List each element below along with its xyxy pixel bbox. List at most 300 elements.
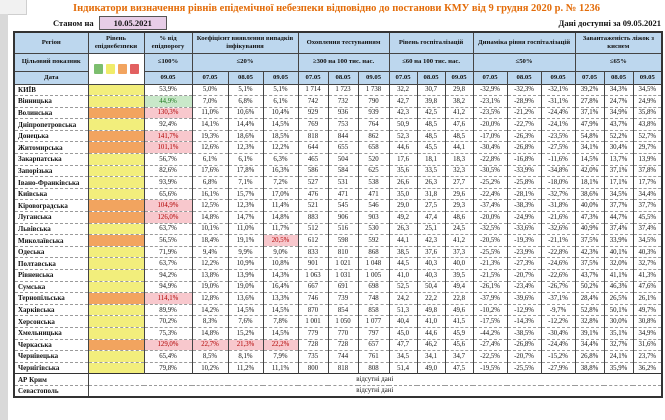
value-cell: 728 [328, 339, 358, 351]
header-date-cell: 08.05 [228, 71, 263, 84]
value-cell: 667 [298, 281, 328, 293]
value-cell: -23,5% [541, 130, 575, 142]
value-cell: -22,8% [541, 246, 575, 258]
value-cell: 1 031 [328, 270, 358, 282]
value-cell: 45,0 [389, 327, 417, 339]
epidemic-level-cell [88, 362, 144, 374]
header-date-cell: 07.05 [192, 71, 228, 84]
value-cell: 44,5 [389, 258, 417, 270]
value-cell: 45,5 [417, 142, 445, 154]
value-cell: 34,1 [417, 351, 445, 363]
value-cell: 41,2 [445, 235, 473, 247]
value-cell: 527 [298, 177, 328, 189]
table-row [14, 107, 662, 119]
epid-threshold-pct-cell: 75,3% [144, 327, 192, 339]
value-cell: 15,2% [228, 327, 263, 339]
value-cell: 10,1% [192, 223, 228, 235]
value-cell: 10,8% [263, 258, 298, 270]
header-region: Регіон [14, 32, 88, 53]
value-cell: 42,3% [575, 246, 604, 258]
threshold-testing: ≥300 на 100 тис. нас. [298, 53, 389, 71]
region-name: Харківська [14, 304, 88, 316]
value-cell: 42,7 [389, 96, 417, 108]
value-cell: 17,0% [263, 188, 298, 200]
value-cell: -37,9% [473, 293, 507, 305]
header-group-testing-coverage: Охоплення тестуванням [298, 32, 389, 53]
value-cell: 24,5 [445, 223, 473, 235]
value-cell: -20,7% [507, 270, 541, 282]
value-cell: 18,3 [445, 154, 473, 166]
value-cell: 29,0 [389, 200, 417, 212]
value-cell: 6,1% [263, 96, 298, 108]
value-cell: 42,3 [417, 235, 445, 247]
epidemic-level-cell [88, 188, 144, 200]
value-cell: 10,9% [228, 258, 263, 270]
value-cell: -26,7% [541, 281, 575, 293]
value-cell: -33,6% [507, 223, 541, 235]
value-cell: 868 [358, 246, 389, 258]
value-cell: 1 738 [358, 84, 389, 96]
value-cell: 47,6 [445, 119, 473, 131]
table-row [14, 130, 662, 142]
region-name: Одеська [14, 246, 88, 258]
header-date-cell: 07.05 [473, 71, 507, 84]
value-cell: 12,6% [192, 142, 228, 154]
region-name: Кіровоградська [14, 200, 88, 212]
epidemic-level-cell [88, 119, 144, 131]
region-name: Сумська [14, 281, 88, 293]
epidemic-level-cell [88, 212, 144, 224]
as-of-date-box: 10.05.2021 [99, 16, 167, 30]
value-cell: 44,6 [389, 142, 417, 154]
value-cell: 40,1% [604, 246, 633, 258]
value-cell: 18,5% [263, 130, 298, 142]
value-cell: 657 [358, 339, 389, 351]
value-cell: -27,5% [541, 142, 575, 154]
region-name: АР Крим [14, 374, 88, 386]
value-cell: -19,3% [507, 235, 541, 247]
value-cell: 7,1% [228, 177, 263, 189]
epid-threshold-pct-cell: 93,9% [144, 177, 192, 189]
value-cell: -15,2% [541, 351, 575, 363]
value-cell: 883 [298, 212, 328, 224]
value-cell: 50,2% [575, 281, 604, 293]
value-cell: 21,3% [228, 339, 263, 351]
value-cell: 24,2 [389, 293, 417, 305]
value-cell: -22,7% [507, 119, 541, 131]
value-cell: 10,2% [192, 362, 228, 374]
table-row [14, 177, 662, 189]
value-cell: 739 [328, 293, 358, 305]
value-cell: -20,0% [473, 119, 507, 131]
threshold-epid-pct: ≤100% [144, 53, 192, 71]
value-cell: 11,2% [228, 362, 263, 374]
value-cell: 1 021 [328, 258, 358, 270]
epidemic-level-cell [88, 351, 144, 363]
value-cell: 24,7% [604, 96, 633, 108]
value-cell: 16,1% [192, 188, 228, 200]
epidemic-level-cell [88, 154, 144, 166]
value-cell: 531 [328, 177, 358, 189]
value-cell: 14,5% [228, 304, 263, 316]
value-cell: -39,6% [507, 293, 541, 305]
header-date-cell: 08.05 [417, 71, 445, 84]
value-cell: 30,8% [633, 316, 662, 328]
value-cell: 49,2 [389, 212, 417, 224]
value-cell: 39,2% [575, 84, 604, 96]
value-cell: -25,5% [507, 362, 541, 374]
value-cell: 1 050 [328, 316, 358, 328]
value-cell: 41,0 [417, 316, 445, 328]
value-cell: 728 [298, 339, 328, 351]
value-cell: 42,0% [575, 165, 604, 177]
value-cell: 746 [298, 293, 328, 305]
value-cell: 858 [358, 304, 389, 316]
value-cell: 7,9% [263, 351, 298, 363]
value-cell: 32,0% [604, 258, 633, 270]
value-cell: 44,6 [417, 327, 445, 339]
value-cell: 46,3% [604, 281, 633, 293]
value-cell: 17,8% [228, 165, 263, 177]
value-cell: -44,2% [473, 327, 507, 339]
value-cell: 36,2% [633, 362, 662, 374]
value-cell: 854 [328, 304, 358, 316]
table-row [14, 96, 662, 108]
value-cell: 504 [328, 154, 358, 166]
header-date-cell: 08.05 [328, 71, 358, 84]
value-cell: 13,9% [633, 154, 662, 166]
value-cell: 15,7% [228, 188, 263, 200]
value-cell: -33,9% [507, 165, 541, 177]
value-cell: 14,4% [228, 119, 263, 131]
value-cell: 13,6% [228, 293, 263, 305]
table-row [14, 362, 662, 374]
value-cell: 11,4% [263, 200, 298, 212]
value-cell: 29,8 [445, 84, 473, 96]
value-cell: 49,7% [633, 304, 662, 316]
value-cell: 50,9 [389, 119, 417, 131]
value-cell: 19,1% [228, 235, 263, 247]
value-cell: -22,5% [473, 351, 507, 363]
value-cell: 13,7% [604, 154, 633, 166]
value-cell: 12,3% [228, 142, 263, 154]
epid-threshold-pct-cell: 65,6% [144, 188, 192, 200]
epidemic-level-cell [88, 177, 144, 189]
value-cell: 16,3% [263, 165, 298, 177]
value-cell: 27,7 [445, 177, 473, 189]
header-group-detection-coefficient: Коефіцієнт виявлення випадків інфікування [192, 32, 298, 53]
epidemic-level-cell [88, 304, 144, 316]
region-name: Полтавська [14, 258, 88, 270]
value-cell: 26,5% [604, 293, 633, 305]
epidemic-level-cell [88, 281, 144, 293]
value-cell: -30,4% [541, 327, 575, 339]
table-row [14, 293, 662, 305]
value-cell: 12,5% [192, 200, 228, 212]
value-cell: 47,9% [575, 119, 604, 131]
report-content [8, 0, 665, 398]
epid-threshold-pct-cell: 89,9% [144, 304, 192, 316]
epid-threshold-pct-cell: 92,4% [144, 119, 192, 131]
value-cell: -25,5% [473, 246, 507, 258]
header-date-cell: 09.05 [633, 71, 662, 84]
viewer-edge-strip [0, 14, 8, 420]
value-cell: 14,5% [575, 154, 604, 166]
value-cell: 1 001 [298, 316, 328, 328]
value-cell: 35,0 [389, 188, 417, 200]
value-cell: 844 [328, 130, 358, 142]
region-name: Хмельницька [14, 327, 88, 339]
value-cell: 37,1% [604, 165, 633, 177]
threshold-hospitalization: ≤60 на 100 тис. нас. [389, 53, 473, 71]
epid-threshold-pct-cell: 104,9% [144, 200, 192, 212]
value-cell: 51,3 [389, 304, 417, 316]
value-cell: 7,0% [192, 96, 228, 108]
header-date-cell: 09.05 [144, 71, 192, 84]
value-cell: -24,6% [541, 258, 575, 270]
epidemic-level-cell [88, 84, 144, 96]
value-cell: 44,1 [445, 142, 473, 154]
value-cell: 655 [328, 142, 358, 154]
region-name: Миколаївська [14, 235, 88, 247]
value-cell: 1 714 [298, 84, 328, 96]
value-cell: 10,6% [228, 107, 263, 119]
value-cell: -30,5% [473, 165, 507, 177]
value-cell: 18,1% [575, 177, 604, 189]
header-date-cell: 09.05 [445, 71, 473, 84]
region-name: Волинська [14, 107, 88, 119]
value-cell: 43,8% [633, 119, 662, 131]
epid-threshold-pct-cell: 70,2% [144, 316, 192, 328]
value-cell: 7,8% [263, 316, 298, 328]
value-cell: 521 [298, 200, 328, 212]
epidemic-level-cell [88, 258, 144, 270]
header-group-oxygen-beds-occupancy: Завантаженість ліжок з киснем [575, 32, 662, 53]
value-cell: 1 048 [358, 258, 389, 270]
value-cell: -22,6% [541, 270, 575, 282]
value-cell: 11,0% [228, 223, 263, 235]
region-name: Херсонська [14, 316, 88, 328]
value-cell: 13,3% [263, 293, 298, 305]
value-cell: 6,8% [192, 177, 228, 189]
epid-threshold-pct-cell: 63,7% [144, 223, 192, 235]
value-cell: -38,3% [507, 200, 541, 212]
value-cell: 936 [328, 107, 358, 119]
table-header [14, 32, 662, 84]
value-cell: 30,4% [604, 142, 633, 154]
value-cell: 32,7% [633, 258, 662, 270]
region-name: Чернігівська [14, 362, 88, 374]
value-cell: 19,0% [228, 281, 263, 293]
value-cell: 52,7% [633, 130, 662, 142]
value-cell: 14,1% [192, 119, 228, 131]
table-row [14, 200, 662, 212]
header-target-indicator: Цільовий показник [14, 53, 88, 71]
value-cell: -32,6% [541, 223, 575, 235]
as-of-block [53, 16, 167, 30]
value-cell: 6,1% [192, 154, 228, 166]
table-row [14, 142, 662, 154]
value-cell: 8,5% [192, 351, 228, 363]
value-cell: 12,2% [192, 258, 228, 270]
value-cell: 465 [298, 154, 328, 166]
value-cell: 1 005 [358, 270, 389, 282]
table-row [14, 212, 662, 224]
value-cell: 471 [358, 188, 389, 200]
value-cell: 14,8% [263, 212, 298, 224]
value-cell: 14,8% [192, 212, 228, 224]
value-cell: 54,8% [575, 130, 604, 142]
value-cell: 44,1 [389, 235, 417, 247]
value-cell: 476 [298, 188, 328, 200]
value-cell: 30,7 [417, 84, 445, 96]
value-cell: 790 [358, 96, 389, 108]
table-row [14, 385, 662, 397]
value-cell: 31,6% [633, 339, 662, 351]
value-cell: 39,8 [417, 96, 445, 108]
value-cell: 25,1 [417, 223, 445, 235]
header-date-cell: 07.05 [575, 71, 604, 84]
value-cell: -31,1% [541, 96, 575, 108]
epidemic-level-cell [88, 165, 144, 177]
epid-threshold-pct-cell: 94,2% [144, 270, 192, 282]
value-cell: -14,3% [507, 316, 541, 328]
legend-color-square [130, 64, 139, 74]
value-cell: 939 [358, 107, 389, 119]
value-cell: 9,9% [228, 246, 263, 258]
threshold-beds: ≤65% [575, 53, 662, 71]
value-cell: -28,9% [507, 96, 541, 108]
value-cell: 1 063 [298, 270, 328, 282]
value-cell: 47,4 [417, 212, 445, 224]
value-cell: 753 [328, 119, 358, 131]
value-cell: 7,6% [228, 316, 263, 328]
no-data-cell: відсутні дані [88, 374, 662, 386]
value-cell: 37,6 [417, 246, 445, 258]
value-cell: 48,5 [417, 119, 445, 131]
value-cell: -38,5% [507, 327, 541, 339]
value-cell: 51,4 [389, 362, 417, 374]
no-data-cell: відсутні дані [88, 385, 662, 397]
value-cell: 520 [358, 154, 389, 166]
value-cell: 46,2 [417, 339, 445, 351]
page-title: Індикатори визначення рівнів епідемічної небезпеки відповідно до постанови КМУ від 9 грудня 2020 р. № 1236 [73, 3, 600, 14]
value-cell: 901 [298, 258, 328, 270]
table-row [14, 281, 662, 293]
value-cell: 11,1% [263, 362, 298, 374]
value-cell: -21,6% [541, 212, 575, 224]
value-cell: -20,7% [507, 351, 541, 363]
value-cell: 37,7% [633, 200, 662, 212]
region-name: Черкаська [14, 339, 88, 351]
value-cell: -27,3% [507, 258, 541, 270]
value-cell: 779 [298, 327, 328, 339]
value-cell: 40,0 [445, 258, 473, 270]
table-row [14, 84, 662, 96]
value-cell: 7,2% [263, 177, 298, 189]
value-cell: -27,9% [541, 362, 575, 374]
value-cell: 698 [358, 281, 389, 293]
epidemic-level-cell [88, 107, 144, 119]
value-cell: -32,1% [541, 84, 575, 96]
region-name: Київська [14, 188, 88, 200]
epid-threshold-pct-cell: 44,9% [144, 96, 192, 108]
value-cell: 742 [298, 96, 328, 108]
value-cell: -32,7% [541, 188, 575, 200]
value-cell: 40,9% [575, 223, 604, 235]
value-cell: 33,5 [417, 165, 445, 177]
region-name: Луганська [14, 212, 88, 224]
value-cell: 37,8% [633, 165, 662, 177]
value-cell: -32,3% [507, 84, 541, 96]
region-name: Дніпропетровська [14, 119, 88, 131]
header-date-label: Дата [14, 71, 88, 84]
header-date-cell: 08.05 [604, 71, 633, 84]
epid-threshold-pct-cell: 65,4% [144, 351, 192, 363]
value-cell: 14,3% [263, 270, 298, 282]
value-cell: 26,8% [575, 351, 604, 363]
value-cell: 546 [358, 200, 389, 212]
value-cell: 545 [328, 200, 358, 212]
value-cell: 37,1% [575, 107, 604, 119]
epid-threshold-pct-cell: 126,0% [144, 212, 192, 224]
value-cell: 471 [328, 188, 358, 200]
table-row [14, 270, 662, 282]
header-group-epid-threshold-pct: % від епідпорогу [144, 32, 192, 53]
header-group-hospitalization-dynamics: Динаміка рівня госпіталізацій [473, 32, 575, 53]
value-cell: 34,4% [575, 339, 604, 351]
value-cell: -22,8% [473, 154, 507, 166]
value-cell: 18,1 [417, 154, 445, 166]
value-cell: 6,1% [228, 154, 263, 166]
subheader-bar [53, 16, 663, 30]
value-cell: 50,1% [604, 304, 633, 316]
value-cell: 691 [328, 281, 358, 293]
value-cell: -12,9% [507, 304, 541, 316]
value-cell: 9,4% [192, 246, 228, 258]
epid-threshold-pct-cell: 79,8% [144, 362, 192, 374]
value-cell: 14,2% [192, 304, 228, 316]
value-cell: -24,9% [507, 212, 541, 224]
epid-threshold-pct-cell: 141,7% [144, 130, 192, 142]
table-row [14, 327, 662, 339]
value-cell: 40,3 [417, 270, 445, 282]
value-cell: 49,6 [445, 304, 473, 316]
value-cell: 735 [298, 351, 328, 363]
value-cell: 47,7 [389, 339, 417, 351]
value-cell: 49,4 [445, 281, 473, 293]
value-cell: 17,1% [604, 177, 633, 189]
value-cell: 929 [298, 107, 328, 119]
value-cell: 32,3 [445, 165, 473, 177]
value-cell: 38,5 [389, 246, 417, 258]
value-cell: 26,1% [633, 293, 662, 305]
level-legend-squares [89, 64, 144, 74]
value-cell: 12,3% [228, 200, 263, 212]
table-row [14, 351, 662, 363]
epidemic-level-cell [88, 130, 144, 142]
value-cell: 761 [358, 351, 389, 363]
value-cell: 808 [358, 362, 389, 374]
value-cell: 19,0% [192, 281, 228, 293]
value-cell: 45,5% [633, 212, 662, 224]
value-cell: -21,3% [473, 258, 507, 270]
value-cell: 22,7% [192, 339, 228, 351]
value-cell: -23,9% [507, 246, 541, 258]
value-cell: -37,1% [541, 293, 575, 305]
region-name: Тернопільська [14, 293, 88, 305]
value-cell: 52,2% [604, 130, 633, 142]
